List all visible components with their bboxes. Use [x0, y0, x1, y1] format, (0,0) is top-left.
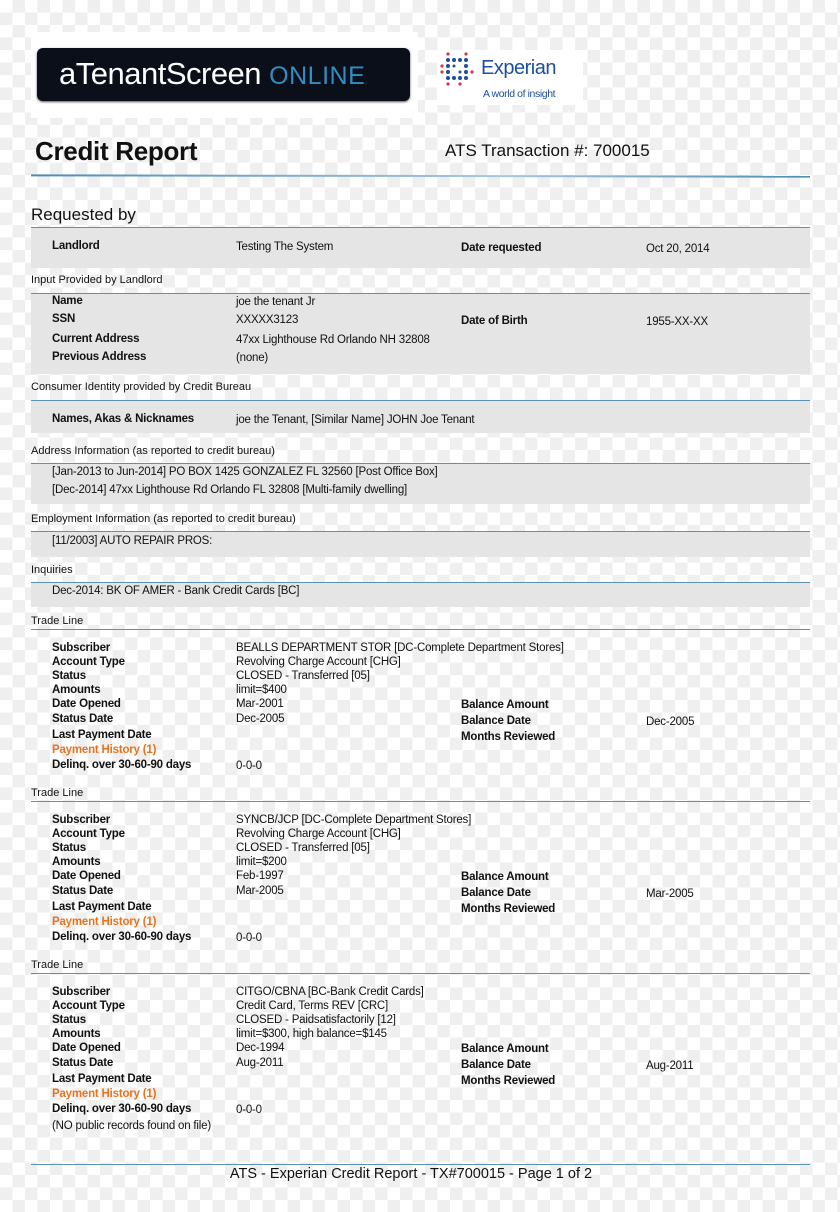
name-label: Name: [52, 295, 83, 307]
last-payment-date-label: Last Payment Date: [52, 1073, 152, 1085]
section-heading-address-info: Address Information (as reported to credit bureau): [31, 445, 275, 457]
account-type-value: Credit Card, Terms REV [CRC]: [236, 1000, 389, 1012]
subscriber-value: CITGO/CBNA [BC-Bank Credit Cards]: [236, 986, 424, 998]
date-opened-label: Date Opened: [52, 1042, 121, 1054]
delinq-label: Delinq. over 30-60-90 days: [52, 1103, 192, 1115]
account-type-value: Revolving Charge Account [CHG]: [236, 828, 401, 840]
current-address-value: 47xx Lighthouse Rd Orlando NH 32808: [236, 334, 430, 346]
section-heading-trade-line: Trade Line: [31, 787, 84, 799]
amounts-value: limit=$300, high balance=$145: [236, 1028, 387, 1040]
divider: [31, 973, 810, 974]
section-heading-consumer-identity: Consumer Identity provided by Credit Bureau: [31, 381, 252, 393]
months-reviewed-label: Months Reviewed: [461, 731, 556, 743]
subscriber-label: Subscriber: [52, 986, 111, 998]
status-date-label: Status Date: [52, 1057, 114, 1069]
status-date-value: Dec-2005: [236, 713, 285, 725]
last-payment-date-label: Last Payment Date: [52, 901, 152, 913]
divider: [31, 801, 810, 802]
amounts-value: limit=$200: [236, 856, 287, 868]
inquiry-item: Dec-2014: BK OF AMER - Bank Credit Cards [BC]: [52, 585, 300, 597]
status-value: CLOSED - Transferred [05]: [236, 670, 370, 682]
landlord-value: Testing The System: [236, 241, 334, 253]
dob-value: 1955-XX-XX: [646, 316, 708, 328]
logo-text-main: aTenantScreen: [59, 56, 262, 91]
date-opened-label: Date Opened: [52, 698, 121, 710]
balance-date-label: Balance Date: [461, 1059, 531, 1071]
date-opened-value: Feb-1997: [236, 870, 284, 882]
landlord-label: Landlord: [52, 240, 100, 252]
amounts-value: limit=$400: [236, 684, 287, 696]
transaction-number: ATS Transaction #: 700015: [445, 141, 650, 160]
delinq-value: 0-0-0: [236, 932, 262, 944]
delinq-label: Delinq. over 30-60-90 days: [52, 759, 192, 771]
title-divider: [31, 174, 810, 177]
divider: [31, 629, 810, 630]
balance-amount-label: Balance Amount: [461, 871, 549, 883]
status-date-label: Status Date: [52, 885, 114, 897]
balance-date-label: Balance Date: [461, 887, 531, 899]
logo-text-accent: ONLINE: [269, 62, 366, 90]
dob-label: Date of Birth: [461, 315, 528, 327]
delinq-value: 0-0-0: [236, 760, 262, 772]
status-label: Status: [52, 842, 86, 854]
amounts-label: Amounts: [52, 684, 101, 696]
experian-dots-icon: [440, 52, 478, 88]
address-item: [Jan-2013 to Jun-2014] PO BOX 1425 GONZALEZ FL 32560 [Post Office Box]: [52, 466, 438, 478]
date-requested-value: Oct 20, 2014: [646, 243, 710, 255]
balance-date-label: Balance Date: [461, 715, 531, 727]
section-heading-input-provided: Input Provided by Landlord: [31, 274, 163, 286]
months-reviewed-label: Months Reviewed: [461, 903, 556, 915]
public-records-note: (NO public records found on file): [52, 1120, 211, 1132]
balance-date-value: Aug-2011: [646, 1060, 694, 1072]
date-opened-value: Mar-2001: [236, 698, 284, 710]
delinq-value: 0-0-0: [236, 1104, 262, 1116]
section-heading-employment: Employment Information (as reported to credit bureau): [31, 513, 296, 525]
status-value: CLOSED - Paidsatisfactorily [12]: [236, 1014, 396, 1026]
balance-date-value: Mar-2005: [646, 888, 694, 900]
atenantscreen-logo: [37, 48, 410, 101]
last-payment-date-label: Last Payment Date: [52, 729, 152, 741]
payment-history-link[interactable]: Payment History (1): [52, 744, 157, 756]
status-date-value: Mar-2005: [236, 885, 284, 897]
amounts-label: Amounts: [52, 856, 101, 868]
ssn-label: SSN: [52, 313, 76, 325]
payment-history-link[interactable]: Payment History (1): [52, 1088, 157, 1100]
section-heading-inquiries: Inquiries: [31, 564, 73, 576]
subscriber-label: Subscriber: [52, 814, 111, 826]
status-value: CLOSED - Transferred [05]: [236, 842, 370, 854]
status-date-value: Aug-2011: [236, 1057, 284, 1069]
payment-history-link[interactable]: Payment History (1): [52, 916, 157, 928]
names-akas-label: Names, Akas & Nicknames: [52, 413, 194, 425]
status-date-label: Status Date: [52, 713, 114, 725]
balance-date-value: Dec-2005: [646, 716, 695, 728]
date-requested-label: Date requested: [461, 242, 542, 254]
status-label: Status: [52, 670, 86, 682]
subscriber-value: BEALLS DEPARTMENT STOR [DC-Complete Department Stores]: [236, 642, 564, 654]
status-label: Status: [52, 1014, 86, 1026]
address-item: [Dec-2014] 47xx Lighthouse Rd Orlando FL 32808 [Multi-family dwelling]: [52, 484, 408, 496]
date-opened-label: Date Opened: [52, 870, 121, 882]
account-type-label: Account Type: [52, 656, 125, 668]
subscriber-label: Subscriber: [52, 642, 111, 654]
months-reviewed-label: Months Reviewed: [461, 1075, 556, 1087]
section-heading-trade-line: Trade Line: [31, 615, 84, 627]
date-opened-value: Dec-1994: [236, 1042, 285, 1054]
account-type-label: Account Type: [52, 828, 125, 840]
experian-logo: [437, 50, 583, 105]
account-type-label: Account Type: [52, 1000, 125, 1012]
subscriber-value: SYNCB/JCP [DC-Complete Department Stores]: [236, 814, 472, 826]
experian-wordmark: Experian: [481, 57, 556, 79]
balance-amount-label: Balance Amount: [461, 699, 549, 711]
ssn-value: XXXXX3123: [236, 314, 299, 326]
balance-amount-label: Balance Amount: [461, 1043, 549, 1055]
name-value: joe the tenant Jr: [236, 296, 316, 308]
amounts-label: Amounts: [52, 1028, 101, 1040]
names-akas-value: joe the Tenant, [Similar Name] JOHN Joe Tenant: [236, 414, 475, 426]
account-type-value: Revolving Charge Account [CHG]: [236, 656, 401, 668]
employment-item: [11/2003] AUTO REPAIR PROS:: [52, 535, 213, 547]
current-address-label: Current Address: [52, 333, 140, 345]
delinq-label: Delinq. over 30-60-90 days: [52, 931, 192, 943]
section-heading-trade-line: Trade Line: [31, 959, 84, 971]
page-footer: ATS - Experian Credit Report - TX#700015 - Page 1 of 2: [229, 1166, 593, 1182]
experian-tagline: A world of insight: [483, 88, 556, 100]
page-title: Credit Report: [35, 136, 198, 166]
section-heading-requested-by: Requested by: [31, 205, 136, 224]
previous-address-value: (none): [236, 352, 269, 364]
previous-address-label: Previous Address: [52, 351, 147, 363]
